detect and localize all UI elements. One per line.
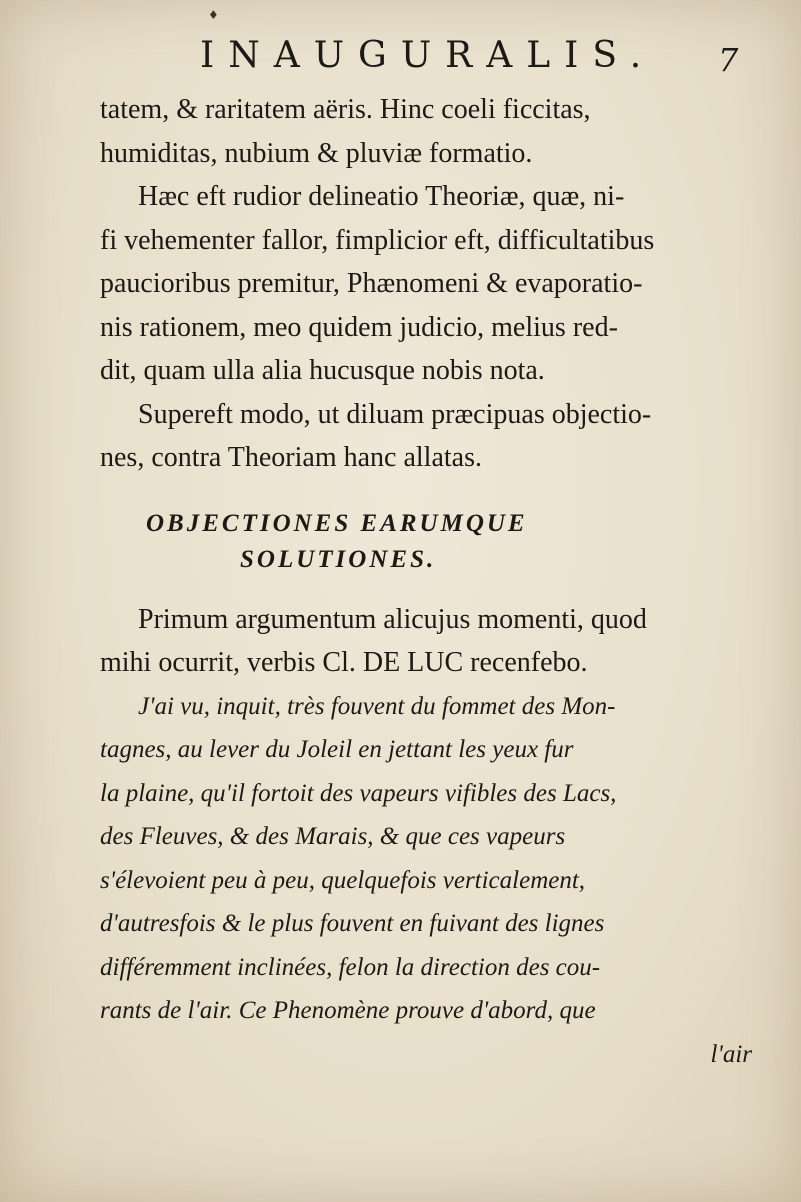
quote-line: tagnes, au lever du Joleil en jettant les yeux fur bbox=[100, 736, 574, 763]
catchword: l'air bbox=[710, 1040, 752, 1068]
text-line: humiditas, nubium & pluviæ formatio. bbox=[100, 137, 533, 169]
page-number: 7 bbox=[718, 41, 739, 79]
text-line: tatem, & raritatem aëris. Hinc coeli ficcitas, bbox=[100, 94, 591, 125]
text-line: mihi ocurrit, verbis Cl. DE LUC recenfebo. bbox=[100, 647, 588, 678]
text-line: Supereft modo, ut diluam præcipuas objectio- bbox=[138, 398, 652, 430]
section-heading: OBJECTIONES EARUMQUE bbox=[146, 509, 528, 537]
section-heading: SOLUTIONES. bbox=[240, 545, 437, 573]
text-line: nis rationem, meo quidem judicio, melius red- bbox=[100, 311, 618, 343]
text-line: Primum argumentum alicujus momenti, quod bbox=[138, 603, 647, 635]
running-head: INAUGURALIS. bbox=[200, 35, 656, 76]
quote-line: J'ai vu, inquit, très fouvent du fommet des Mon- bbox=[138, 692, 616, 720]
quote-line: d'autresfois & le plus fouvent en fuivant des lignes bbox=[100, 910, 605, 937]
text-line: Hæc eft rudior delineatio Theoriæ, quæ, ni- bbox=[138, 181, 625, 212]
text-block bbox=[100, 88, 772, 1076]
text-line: fi vehementer fallor, fimplicior eft, difficultatibus bbox=[100, 224, 655, 256]
text-line: nes, contra Theoriam hanc allatas. bbox=[100, 442, 482, 473]
text-line: paucioribus premitur, Phænomeni & evaporatio- bbox=[100, 268, 643, 299]
quote-line: rants de l'air. Ce Phenomène prouve d'abord, que bbox=[100, 997, 596, 1024]
text-line: dit, quam ulla alia hucusque nobis nota. bbox=[100, 355, 545, 386]
ornament-mark: ♦ bbox=[208, 8, 219, 22]
quote-line: des Fleuves, & des Marais, & que ces vapeurs bbox=[100, 823, 566, 850]
quote-line: la plaine, qu'il fortoit des vapeurs vifibles des Lacs, bbox=[100, 779, 617, 807]
quote-line: différemment inclinées, felon la direction des cou- bbox=[100, 953, 601, 981]
quote-line: s'élevoient peu à peu, quelquefois verticalement, bbox=[100, 866, 586, 894]
